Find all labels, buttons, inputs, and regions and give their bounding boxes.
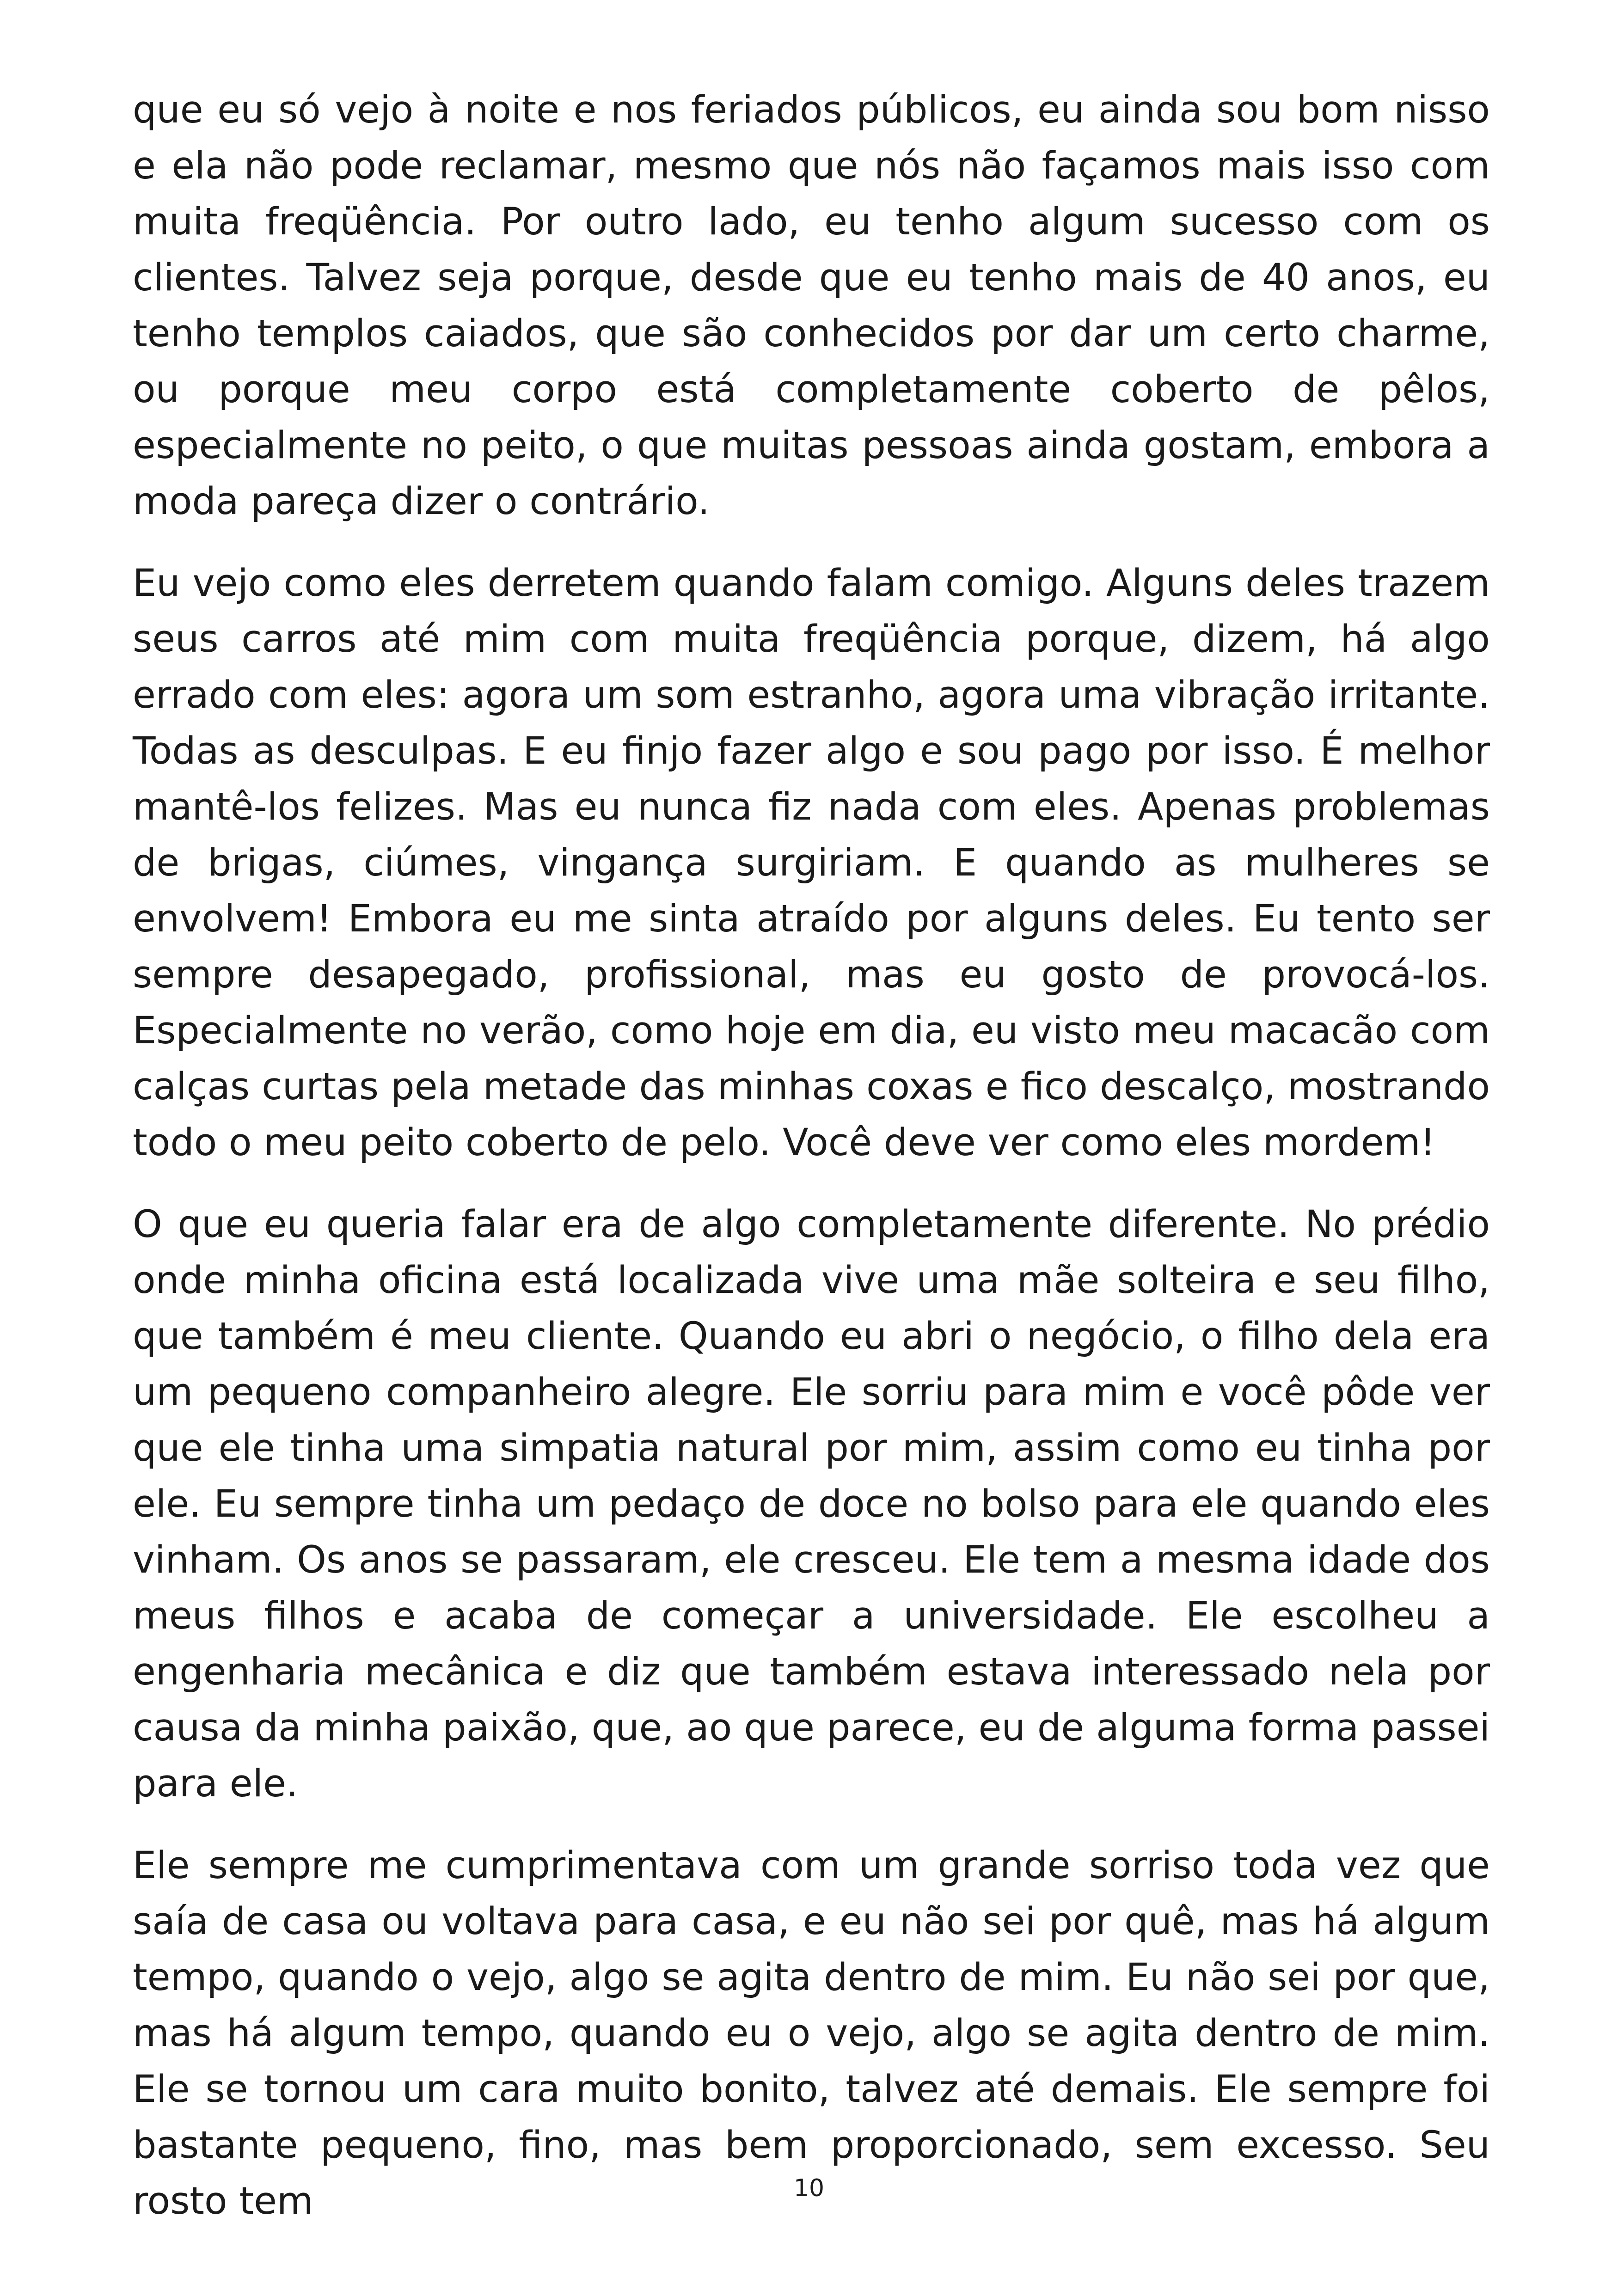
body-text <box>133 82 1490 2229</box>
paragraph-4: Ele sempre me cumprimentava com um grande sorriso toda vez que saía de casa ou voltava para casa, e eu não sei por quê, mas há algum tempo, quando o vejo, algo se agita dentro de mim. Eu não sei por que, mas há algum tempo, quando eu o vejo, algo se agita dentro de mim. Ele se tornou um cara muito bonito, talvez até demais. Ele sempre foi bastante pequeno, fino, mas bem proporcionado, sem excesso. Seu rosto tem <box>133 1844 1490 2223</box>
page-number: 10 <box>793 2174 825 2202</box>
paragraph-1: que eu só vejo à noite e nos feriados públicos, eu ainda sou bom nisso e ela não pode reclamar, mesmo que nós não façamos mais isso com muita freqüência. Por outro lado, eu tenho algum sucesso com os clientes. Talvez seja porque, desde que eu tenho mais de 40 anos, eu tenho templos caiados, que são conhecidos por dar um certo charme, ou porque meu corpo está completamente coberto de pêlos, especialmente no peito, o que muitas pessoas ainda gostam, embora a moda pareça dizer o contrário. <box>133 88 1490 523</box>
paragraph-3: O que eu queria falar era de algo completamente diferente. No prédio onde minha oficina está localizada vive uma mãe solteira e seu filho, que também é meu cliente. Quando eu abri o negócio, o filho dela era um pequeno companheiro alegre. Ele sorriu para mim e você pôde ver que ele tinha uma simpatia natural por mim, assim como eu tinha por ele. Eu sempre tinha um pedaço de doce no bolso para ele quando eles vinham. Os anos se passaram, ele cresceu. Ele tem a mesma idade dos meus filhos e acaba de começar a universidade. Ele escolheu a engenharia mecânica e diz que também estava interessado nela por causa da minha paixão, que, ao que parece, eu de alguma forma passei para ele. <box>133 1203 1490 1806</box>
paragraph-2: Eu vejo como eles derretem quando falam comigo. Alguns deles trazem seus carros até mim com muita freqüência porque, dizem, há algo errado com eles: agora um som estranho, agora uma vibração irritante. Todas as desculpas. E eu finjo fazer algo e sou pago por isso. É melhor mantê-los felizes. Mas eu nunca fiz nada com eles. Apenas problemas de brigas, ciúmes, vingança surgiriam. E quando as mulheres se envolvem! Embora eu me sinta atraído por alguns deles. Eu tento ser sempre desapegado, profissional, mas eu gosto de provocá-los. Especialmente no verão, como hoje em dia, eu visto meu macacão com calças curtas pela metade das minhas coxas e fico descalço, mostrando todo o meu peito coberto de pelo. Você deve ver como eles mordem! <box>133 562 1490 1164</box>
